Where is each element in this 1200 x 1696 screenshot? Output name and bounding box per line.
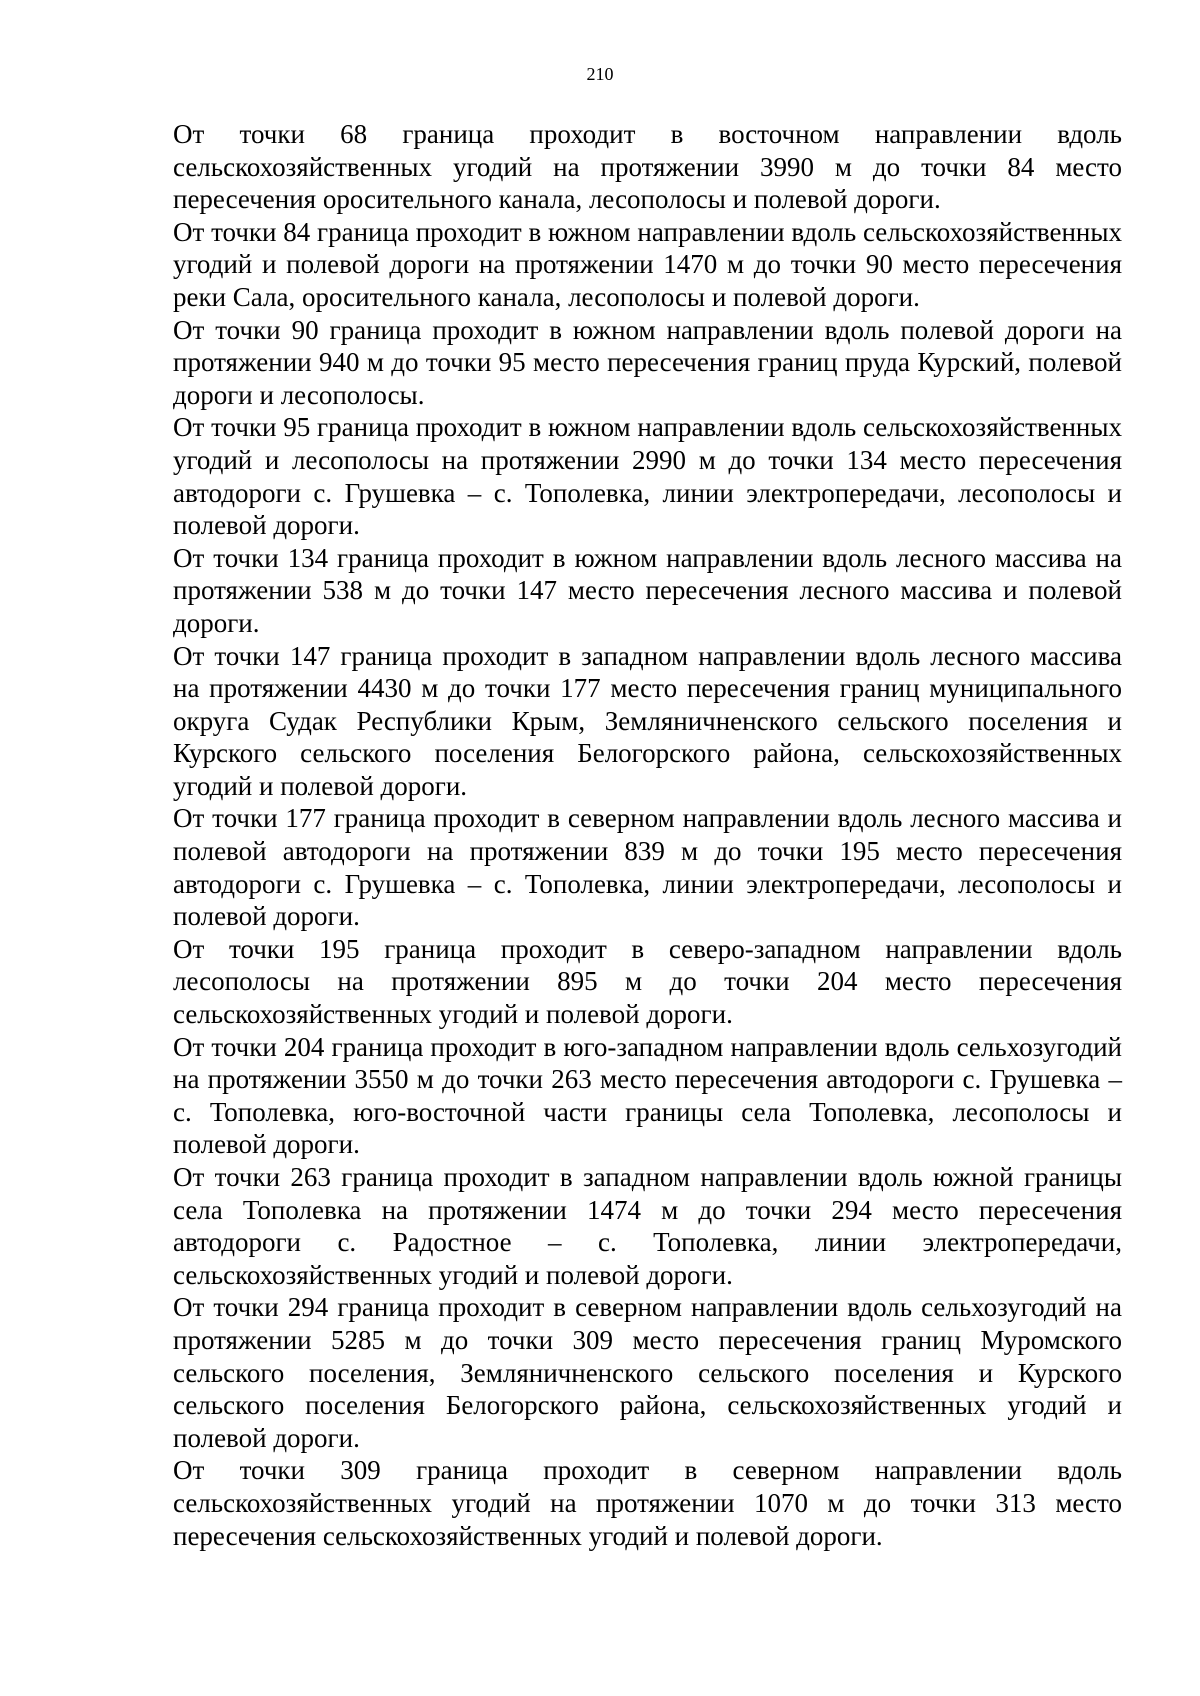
paragraph: От точки 84 граница проходит в южном направлении вдоль сельскохозяйственных угодий и полевой дороги на протяжении 1470 м до точки 90 место пересечения реки Сала, оросительного канала, лесополосы и полевой дороги. [173, 216, 1122, 312]
paragraph: От точки 95 граница проходит в южном направлении вдоль сельскохозяйственных угодий и лесополосы на протяжении 2990 м до точки 134 место пересечения автодороги с. Грушевка – с. Тополевка, линии электропередачи, лесополосы и полевой дороги. [173, 412, 1122, 541]
page-number: 210 [586, 64, 614, 84]
paragraph: От точки 177 граница проходит в северном направлении вдоль лесного массива и полевой автодороги на протяжении 839 м до точки 195 место пересечения автодороги с. Грушевка – с. Тополевка, линии электропередачи, лесополосы и полевой дороги. [173, 803, 1122, 932]
paragraph: От точки 147 граница проходит в западном направлении вдоль лесного массива на протяжении 4430 м до точки 177 место пересечения границ муниципального округа Судак Республики Крым, Земляничненского сельского поселения и Курского сельского поселения Белогорского района, сельскохозяйственных угодий и полевой дороги. [173, 640, 1122, 801]
paragraph: От точки 309 граница проходит в северном направлении вдоль сельскохозяйственных угодий на протяжении 1070 м до точки 313 место пересечения сельскохозяйственных угодий и полевой дороги. [173, 1455, 1122, 1551]
paragraph: От точки 195 граница проходит в северо-западном направлении вдоль лесополосы на протяжении 895 м до точки 204 место пересечения сельскохозяйственных угодий и полевой дороги. [173, 933, 1122, 1030]
paragraph: От точки 294 граница проходит в северном направлении вдоль сельхозугодий на протяжении 5285 м до точки 309 место пересечения границ Муромского сельского поселения, Земляничненского сельского поселения и Курского сельского поселения Белогорского района, сельскохозяйственных угодий и полевой дороги. [173, 1292, 1122, 1453]
document-body [173, 118, 1122, 1552]
paragraph: От точки 263 граница проходит в западном направлении вдоль южной границы села Тополевка на протяжении 1474 м до точки 294 место пересечения автодороги с. Радостное – с. Тополевка, линии электропередачи, сельскохозяйственных угодий и полевой дороги. [173, 1162, 1122, 1290]
paragraph: От точки 134 граница проходит в южном направлении вдоль лесного массива на протяжении 538 м до точки 147 место пересечения лесного массива и полевой дороги. [173, 542, 1122, 638]
paragraph: От точки 68 граница проходит в восточном направлении вдоль сельскохозяйственных угодий на протяжении 3990 м до точки 84 место пересечения оросительного канала, лесополосы и полевой дороги. [173, 119, 1122, 215]
paragraph: От точки 90 граница проходит в южном направлении вдоль полевой дороги на протяжении 940 м до точки 95 место пересечения границ пруда Курский, полевой дороги и лесополосы. [173, 314, 1122, 410]
paragraph: От точки 204 граница проходит в юго-западном направлении вдоль сельхозугодий на протяжении 3550 м до точки 263 место пересечения автодороги с. Грушевка – с. Тополевка, юго-восточной части границы села Тополевка, лесополосы и полевой дороги. [173, 1031, 1122, 1160]
